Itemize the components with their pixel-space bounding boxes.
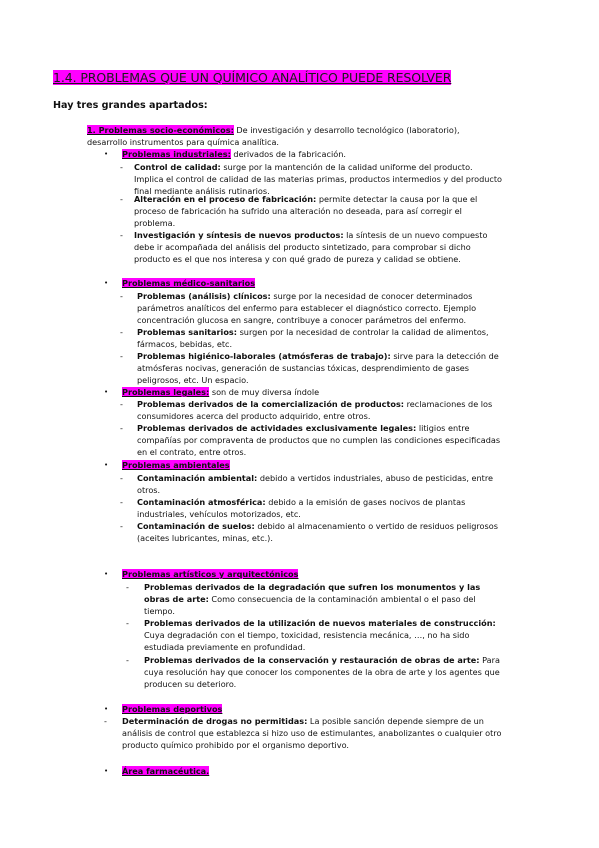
section1-heading: 1. Problemas socio-económicos: xyxy=(87,125,234,135)
dash-icon: - xyxy=(120,327,123,337)
medico-item-3 xyxy=(137,350,499,386)
dash-icon: - xyxy=(126,582,129,592)
deportivos-line xyxy=(122,703,222,715)
bullet-icon: • xyxy=(104,767,109,775)
dash-icon: - xyxy=(120,399,123,409)
item-text: concentración glucosa en sangre, contribuye a conocer parámetros del enfermo. xyxy=(137,315,467,325)
item-text: análisis de control que establezca si hizo uso de estimulantes, anabolizantes o cualquier otro xyxy=(122,728,502,738)
item-text: Cuya degradación con el tiempo, toxicidad, resistencia mecánica, …, no ha sido xyxy=(144,630,470,640)
deportivos-item xyxy=(122,715,501,751)
item-label: Contaminación de suelos: xyxy=(137,521,255,531)
medico-item-2 xyxy=(137,326,489,350)
item-text: la síntesis de un nuevo compuesto debe ir acompañada del análisis del producto sintetizado, para comprobar si dicho producto es el que nos interesa y con qué grado de pureza y calidad se obtiene. xyxy=(134,230,488,264)
ambientales-heading: Problemas ambientales xyxy=(122,460,230,470)
dash-icon: - xyxy=(126,655,129,665)
item-text: industriales, vehículos motorizados, etc. xyxy=(137,509,301,519)
item-text: Como consecuencia de la contaminación ambiental o el paso del xyxy=(208,594,476,604)
bullet-icon: • xyxy=(104,388,109,396)
item-label: Problemas (análisis) clínicos: xyxy=(137,291,271,301)
item-label: Investigación y síntesis de nuevos productos: xyxy=(134,230,344,240)
item-label: Problemas derivados de la comercialización de productos: xyxy=(137,399,405,409)
artisticos-heading: Problemas artísticos y arquitectónicos xyxy=(122,569,299,579)
item-text: en el contrato, entre otros. xyxy=(137,447,247,457)
item-text: Implica el control de calidad de las materias primas, productos intermedios y del producto xyxy=(134,174,503,184)
legales-line xyxy=(122,386,319,398)
bullet-icon: • xyxy=(104,705,109,713)
ambientales-item-2 xyxy=(137,496,465,520)
legales-item-1 xyxy=(137,398,492,422)
item-text: parámetros analíticos del enfermo para establecer el diagnóstico correcto. Ejemplo xyxy=(137,303,477,313)
item-text: final mediante análisis rutinarios. xyxy=(134,186,270,196)
item-text: debido a vertidos industriales, abuso de pesticidas, entre xyxy=(257,473,493,483)
farmaceutica-line xyxy=(122,765,209,777)
medico-line xyxy=(122,277,255,289)
item-text: fármacos, bebidas, etc. xyxy=(137,339,233,349)
item-text: Para xyxy=(479,655,500,665)
industriales-text: derivados de la fabricación. xyxy=(230,149,346,159)
item-label: Contaminación atmosférica: xyxy=(137,497,266,507)
item-label: Problemas derivados de actividades exclusivamente legales: xyxy=(137,423,417,433)
item-label: Problemas higiénico-laborales (atmósferas de trabajo): xyxy=(137,351,391,361)
page-title: 1.4. PROBLEMAS QUE UN QUÍMICO ANALÍTICO PUEDE RESOLVER xyxy=(53,70,452,85)
artisticos-line xyxy=(122,568,298,580)
medico-item-1 xyxy=(137,290,476,326)
bullet-icon: • xyxy=(104,150,109,158)
item-label: Problemas derivados de la conservación y restauración de obras de arte: xyxy=(144,655,480,665)
intro-text: Hay tres grandes apartados: xyxy=(53,100,208,111)
section1-line2: desarrollo instrumentos para química analítica. xyxy=(87,137,280,147)
deportivos-heading: Problemas deportivos xyxy=(122,704,223,714)
item-text: debido al almacenamiento o vertido de residuos peligrosos xyxy=(254,521,498,531)
section1-line1 xyxy=(87,124,460,136)
item-label: Problemas derivados de la utilización de nuevos materiales de construcción: xyxy=(144,618,496,628)
farmaceutica-heading: Área farmacéutica. xyxy=(122,766,210,776)
item-text: debido a la emisión de gases nocivos de plantas xyxy=(265,497,466,507)
item-text: problema. xyxy=(134,218,176,228)
item-text: otros. xyxy=(137,485,161,495)
dash-icon: - xyxy=(120,473,123,483)
item-text: (aceites lubricantes, minas, etc.). xyxy=(137,533,273,543)
dash-icon: - xyxy=(120,497,123,507)
ambientales-item-1 xyxy=(137,472,493,496)
item-text: estudiada previamente en profundidad. xyxy=(144,642,306,652)
item-text: cuya resolución hay que conocer los componentes de la obra de arte y los agentes que xyxy=(144,667,500,677)
bullet-icon: • xyxy=(104,570,109,578)
item-text: tiempo. xyxy=(144,606,175,616)
item-label: Problemas sanitarios: xyxy=(137,327,237,337)
dash-icon: - xyxy=(120,521,123,531)
item-text: proceso de fabricación ha sufrido una alteración no deseada, para así corregir el xyxy=(134,206,462,216)
medico-heading: Problemas médico-sanitarios xyxy=(122,278,256,288)
industriales-heading: Problemas industriales: xyxy=(122,149,231,159)
item-label: Control de calidad: xyxy=(134,162,221,172)
dash-icon: - xyxy=(120,162,123,172)
dash-icon: - xyxy=(120,423,123,433)
ambientales-line xyxy=(122,459,230,471)
item-label: obras de arte: xyxy=(144,594,209,604)
dash-icon: - xyxy=(104,716,107,726)
artisticos-item-2 xyxy=(144,617,496,653)
dash-icon: - xyxy=(120,291,123,301)
legales-heading: Problemas legales: xyxy=(122,387,210,397)
item-text: consumidores acerca del producto adquirido, entre otros. xyxy=(137,411,371,421)
legales-item-2 xyxy=(137,422,500,458)
item-text: surgen por la necesidad de controlar la calidad de alimentos, xyxy=(236,327,489,337)
industriales-item-2 xyxy=(134,193,477,229)
item-text: litigios entre xyxy=(416,423,470,433)
dash-icon: - xyxy=(120,194,123,204)
bullet-icon: • xyxy=(104,279,109,287)
item-text: peligrosos, etc. Un espacio. xyxy=(137,375,249,385)
bullet-icon: • xyxy=(104,461,109,469)
item-label: Determinación de drogas no permitidas: xyxy=(122,716,308,726)
artisticos-item-1 xyxy=(144,581,480,617)
item-label: Contaminación ambiental: xyxy=(137,473,258,483)
industriales-item-1 xyxy=(134,161,502,197)
item-label: Alteración en el proceso de fabricación: xyxy=(134,194,317,204)
ambientales-item-3 xyxy=(137,520,498,544)
item-text: permite detectar la causa por la que el xyxy=(316,194,478,204)
section1-text: De investigación y desarrollo tecnológico (laboratorio), xyxy=(233,125,460,135)
item-text: producto químico prohibido por el organismo deportivo. xyxy=(122,740,349,750)
artisticos-item-3 xyxy=(144,654,500,690)
item-text: compañías por compraventa de productos que no cumplen las condiciones especificadas xyxy=(137,435,501,445)
item-text: sirve para la detección de xyxy=(390,351,499,361)
legales-text: son de muy diversa índole xyxy=(209,387,320,397)
dash-icon: - xyxy=(126,618,129,628)
item-text: La posible sanción depende siempre de un xyxy=(307,716,484,726)
dash-icon: - xyxy=(120,230,123,240)
item-text: surge por la mantención de la calidad uniforme del producto. xyxy=(220,162,473,172)
item-text: reclamaciones de los xyxy=(404,399,493,409)
item-text: atmósferas nocivas, generación de sustancias tóxicas, desprendimiento de gases xyxy=(137,363,470,373)
industriales-item-3 xyxy=(134,229,487,265)
item-text: surge por la necesidad de conocer determinados xyxy=(270,291,473,301)
item-label: Problemas derivados de la degradación que sufren los monumentos y las xyxy=(144,582,481,592)
dash-icon: - xyxy=(120,351,123,361)
industriales-line xyxy=(122,148,346,160)
item-text: producen su deterioro. xyxy=(144,679,237,689)
